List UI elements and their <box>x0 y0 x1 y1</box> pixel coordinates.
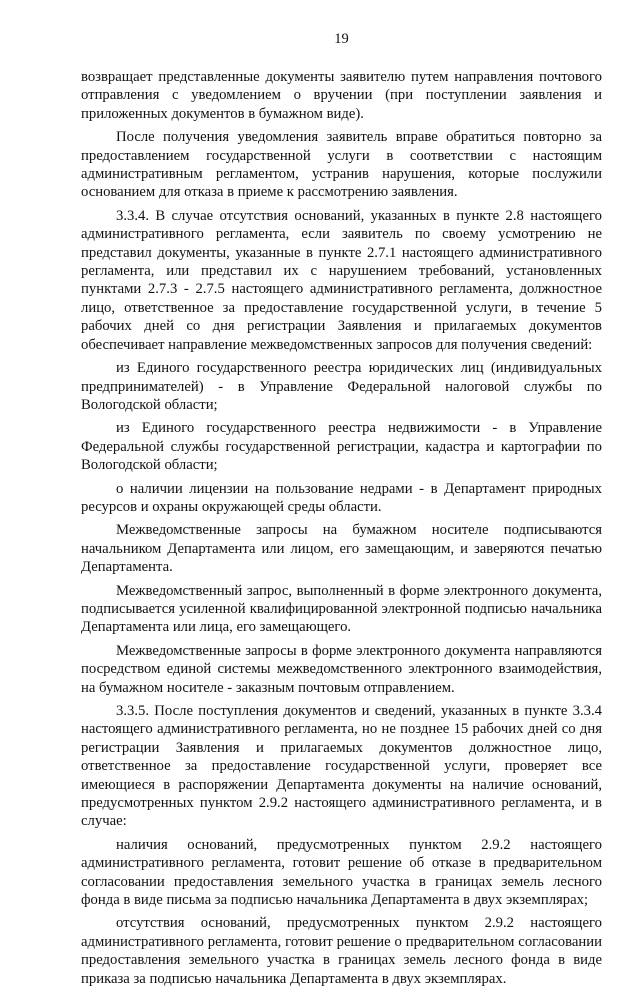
paragraph-3-3-5: 3.3.5. После поступления документов и сведений, указанных в пункте 3.3.4 настоящего административного регламента, но не позднее 15 рабочих дней со дня регистрации Заявления и прилагаемых документов должностное лицо, ответственное за предоставление государственной услуги, проверяет все имеющиеся в распоряжении Департамента документы на наличие оснований, предусмотренных пунктом 2.9.2 настоящего административного регламента, и в случае: <box>81 703 602 830</box>
paragraph-resubmission: После получения уведомления заявитель вправе обратиться повторно за предоставлением государственной услуги в соответствии с настоящим административным регламентом, устранив нарушения, которые послужили основанием для отказа в приеме к рассмотрению заявления. <box>81 129 602 201</box>
paragraph-egrn-request: из Единого государственного реестра недвижимости - в Управление Федеральной службы государственной регистрации, кадастра и картографии по Вологодской области; <box>81 420 602 474</box>
paragraph-license-request: о наличии лицензии на пользование недрами - в Департамент природных ресурсов и охраны окружающей среды области. <box>81 480 602 515</box>
paragraph-request-delivery: Межведомственные запросы в форме электронного документа направляются посредством единой системы межведомственного электронного взаимодействия, на бумажном носителе - заказным почтовым отправлением. <box>81 642 602 696</box>
paragraph-refusal-case: наличия оснований, предусмотренных пунктом 2.9.2 настоящего административного регламента, готовит решение об отказе в предварительном согласовании предоставления земельного участка в границах земель лесного фонда в виде письма за подписью начальника Департамента в двух экземплярах; <box>81 836 602 909</box>
page-number: 19 <box>334 31 349 47</box>
paragraph-egrul-request: из Единого государственного реестра юридических лиц (индивидуальных предпринимателей) - в Управление Федеральной налоговой службы по Вологодской области; <box>81 360 602 413</box>
paragraph-approval-case: отсутствия оснований, предусмотренных пунктом 2.9.2 настоящего административного регламента, готовит решение о предварительном согласовании предоставления земельного участка в границах земель лесного фонда в виде приказа за подписью начальника Департамента в двух экземплярах. <box>81 915 602 987</box>
paragraph-electronic-request: Межведомственный запрос, выполненный в форме электронного документа, подписывается усиленной квалифицированной электронной подписью начальника Департамента или лица, его замещающего. <box>81 582 602 636</box>
paragraph-continuation: возвращает представленные документы заявителю путем направления почтового отправления с уведомлением о вручении (при поступлении заявления и приложенных документов в бумажном виде). <box>81 69 602 122</box>
paragraph-paper-requests: Межведомственные запросы на бумажном носителе подписываются начальником Департамента или лицом, его замещающим, и заверяются печатью Департамента. <box>81 522 602 576</box>
paragraph-3-3-4: 3.3.4. В случае отсутствия оснований, указанных в пункте 2.8 настоящего административного регламента, если заявитель по своему усмотрению не представил документы, указанные в пункте 2.7.1 настоящего административного регламента, или представил их с нарушением требований, установленных пунктами 2.7.3 - 2.7.5 настоящего административного регламента, должностное лицо, ответственное за предоставление государственной услуги, в течение 5 рабочих дней со дня регистрации Заявления и прилагаемых документов обеспечивает направление межведомственных запросов для получения сведений: <box>81 207 602 353</box>
